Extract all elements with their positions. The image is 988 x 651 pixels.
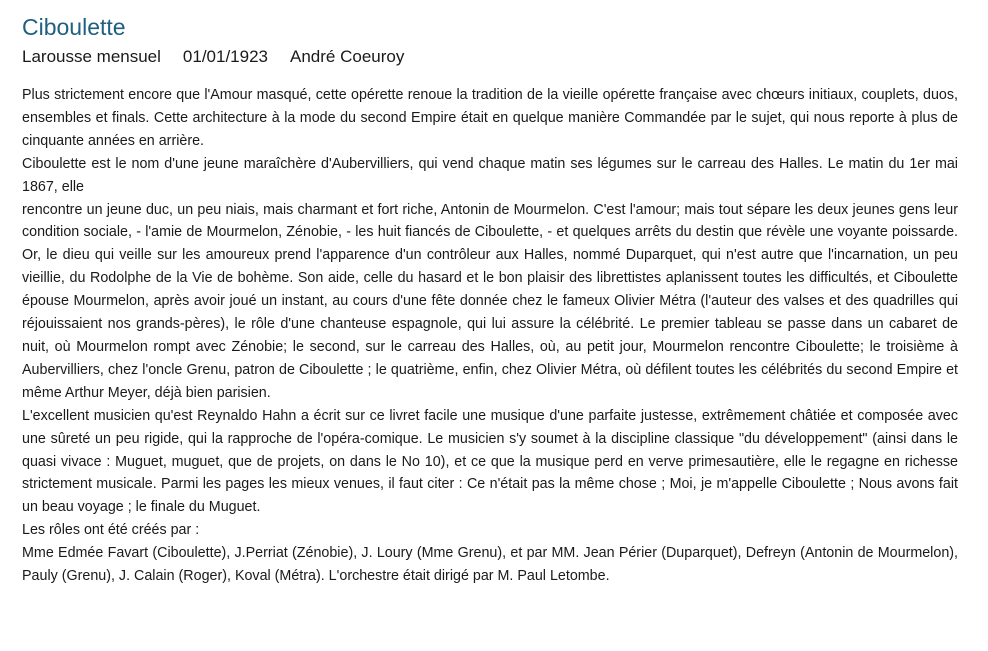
article-meta xyxy=(22,44,958,70)
paragraph: Les rôles ont été créés par : xyxy=(22,522,200,539)
article xyxy=(22,10,958,588)
article-body xyxy=(22,84,958,588)
paragraph: rencontre un jeune duc, un peu niais, mais charmant et fort riche, Antonin de Mourmelon. C'est l'amour; mais tout sépare les deux jeunes gens leur condition sociale, - l'amie de Mourmelon, Zénobie, - les huit fiancés de Ciboulette, - et quelques arrêts du destin que révèle une voyante poissarde. Or, le dieu qui veille sur les amoureux prend l'apparence d'un contrôleur aux Halles, nommé Duparquet, qui n'est autre que l'incarnation, un peu vieillie, du Rodolphe de la Vie de bohème. Son aide, celle du hasard et le bon plaisir des librettistes aplanissent toutes les difficultés, et Ciboulette épouse Mourmelon, après avoir joué un instant, au cours d'une fête donnée chez le fameux Olivier Métra (l'auteur des valses et des quadrilles qui réjouissaient nos grands-pères), le rôle d'une chanteuse espagnole, qui lui assure la célébrité. Le premier tableau se passe dans un cabaret de nuit, où Mourmelon rompt avec Zénobie; le second, sur le carreau des Halles, où, au petit jour, Mourmelon rencontre Ciboulette; le troisième à Aubervilliers, chez l'oncle Grenu, patron de Ciboulette ; le quatrième, enfin, chez Olivier Métra, où défilent toutes les célébrités du second Empire et même Arthur Meyer, déjà bien parisien. xyxy=(22,201,958,401)
paragraph: Ciboulette est le nom d'une jeune maraîchère d'Aubervilliers, qui vend chaque matin ses légumes sur le carreau des Halles. Le matin du 1er mai 1867, elle xyxy=(22,155,958,195)
paragraph: L'excellent musicien qu'est Reynaldo Hahn a écrit sur ce livret facile une musique d'une parfaite justesse, extrêmement châtiée et composée avec une sûreté un peu rigide, qui la rapproche de l'opéra-comique. Le musicien s'y soumet à la discipline classique "du développement" (ainsi dans le quasi vivace : Muguet, muguet, que de projets, on dans le No 10), et ce que la musique perd en verve primesautière, elle le regagne en richesse strictement musicale. Parmi les pages les mieux venues, il faut citer : Ce n'était pas la même chose ; Moi, je m'appelle Ciboulette ; Nous avons fait un beau voyage ; le finale du Muguet. xyxy=(22,407,958,516)
article-source: Larousse mensuel xyxy=(22,47,161,66)
article-date: 01/01/1923 xyxy=(182,47,269,66)
article-title: Ciboulette xyxy=(22,14,126,40)
paragraph: Plus strictement encore que l'Amour masqué, cette opérette renoue la tradition de la vieille opérette française avec chœurs initiaux, couplets, duos, ensembles et finals. Cette architecture à la mode du second Empire était en quelque manière Commandée par le sujet, qui nous reporte à plus de cinquante années en arrière. xyxy=(22,87,958,149)
paragraph: Mme Edmée Favart (Ciboulette), J.Perriat (Zénobie), J. Loury (Mme Grenu), et par MM. Jean Périer (Duparquet), Defreyn (Antonin de Mourmelon), Pauly (Grenu), J. Calain (Roger), Koval (Métra). L'orchestre était dirigé par M. Paul Letombe. xyxy=(22,545,958,585)
article-author: André Coeuroy xyxy=(290,47,405,66)
